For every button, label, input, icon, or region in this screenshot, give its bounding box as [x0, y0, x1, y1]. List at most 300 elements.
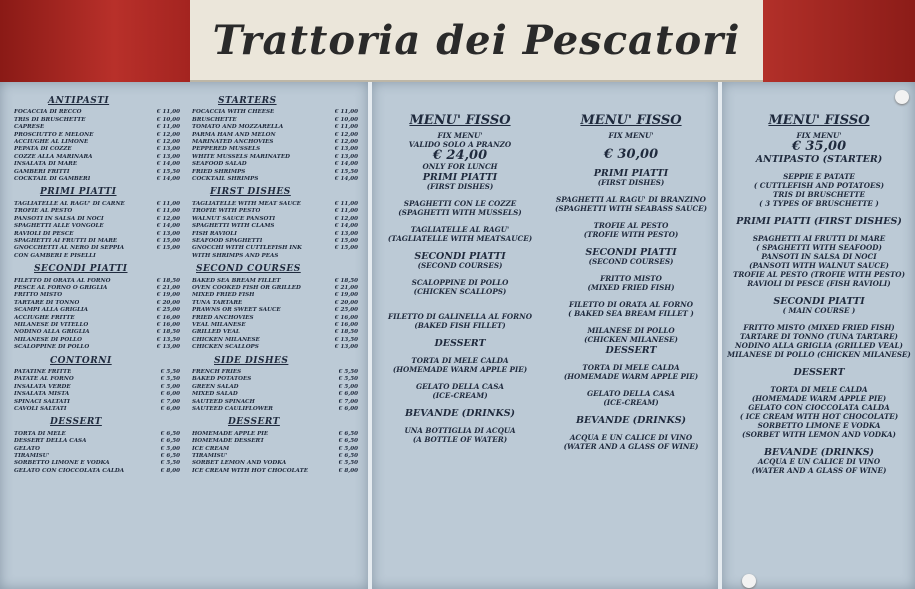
menu-item	[186, 109, 364, 116]
course-subheading: (SECOND COURSES)	[417, 261, 503, 270]
menu-item-price: € 13,00	[156, 146, 180, 153]
menu-item-price: € 6,50	[160, 438, 180, 445]
menu-item	[8, 376, 186, 383]
menu-item-name: TAGLIATELLE AL RAGU' DI CARNE	[14, 200, 125, 207]
menu-item-name: BAKED POTATOES	[192, 376, 252, 383]
menu-item-price: € 13,50	[334, 336, 358, 343]
dish-translation: (SPAGHETTI WITH MUSSELS)	[398, 208, 522, 217]
section-title: STARTERS	[218, 96, 277, 106]
menu-item-price: € 5,00	[160, 383, 180, 390]
dish: TROFIE AL PESTO (TROFIE WITH PESTO)	[733, 270, 905, 279]
menu-item-price: € 16,00	[156, 321, 180, 328]
menu-item-price: € 11,00	[156, 208, 180, 215]
menu-item-name: TROFIE WITH PESTO	[192, 208, 261, 215]
menu-item-name: FILETTO DI ORATA AL FORNO	[14, 277, 111, 284]
menu-item-name: ACCIUGHE FRITTE	[14, 314, 75, 321]
menu-item	[8, 292, 186, 299]
menu-item	[8, 208, 186, 215]
menu-title: MENU' FISSO	[768, 113, 870, 128]
menu-item-price: € 13,00	[156, 344, 180, 351]
dish-translation: (WATER AND A GLASS OF WINE)	[751, 466, 887, 475]
menu-item-price: € 11,00	[334, 109, 358, 116]
menu-item-list	[186, 109, 364, 183]
section-title: CONTORNI	[50, 355, 112, 366]
menu-item-name: MARINATED ANCHOVIES	[192, 139, 274, 146]
menu-item-name: SAUTEED CAULIFLOWER	[192, 406, 273, 413]
menu-item	[186, 307, 364, 314]
menu-item	[8, 468, 186, 475]
menu-item-price: € 14,00	[334, 176, 358, 183]
menu-item-name: PATATE AL FORNO	[14, 376, 74, 383]
dish-translation: (TROFIE WITH PESTO)	[583, 230, 679, 239]
menu-item	[8, 344, 186, 351]
menu-item-price: € 11,00	[334, 208, 358, 215]
menu-item	[186, 231, 364, 238]
menu-item-name: WALNUT SAUCE PANSOTI	[192, 215, 276, 222]
menu-item	[186, 399, 364, 406]
menu-item-price: € 18,50	[334, 277, 358, 284]
menu-item-name: CHICKEN SCALLOPS	[192, 344, 259, 351]
menu-item-price: € 13,00	[156, 153, 180, 160]
dish: RAVIOLI DI PESCE (FISH RAVIOLI)	[747, 279, 891, 288]
menu-item	[8, 278, 186, 285]
dish-translation: (CHICKEN SCALLOPS)	[413, 287, 507, 296]
menu-item	[186, 278, 364, 285]
menu-item	[8, 406, 186, 413]
dish: GELATO DELLA CASA	[587, 389, 675, 398]
menu-item-price: € 5,50	[160, 369, 180, 375]
menu-item-price: € 5,50	[338, 369, 358, 375]
course-heading: ANTIPASTO (STARTER)	[755, 154, 883, 165]
menu-item-price: € 12,00	[334, 131, 358, 138]
menu-item	[186, 216, 364, 223]
menu-item-price: € 7,00	[160, 398, 180, 405]
dish: MILANESE DI POLLO (CHICKEN MILANESE)	[727, 350, 911, 359]
menu-item-list	[186, 369, 364, 413]
menu-item-name: SORBETTO LIMONE E VODKA	[14, 460, 110, 467]
menu-item	[8, 161, 186, 168]
menu-item-name: GELATO	[14, 445, 41, 452]
dish: TORTA DI MELE CALDA	[770, 385, 868, 394]
menu-item-name: TUNA TARTARE	[192, 299, 243, 306]
menu-item	[186, 384, 364, 391]
menu-item-price: € 6,00	[338, 391, 358, 398]
menu-item	[186, 161, 364, 168]
menu-item-price: € 14,00	[156, 161, 180, 168]
menu-item-name: FISH RAVIOLI	[192, 230, 237, 237]
menu-item	[8, 169, 186, 176]
menu-item-name: SEAFOOD SPAGHETTI	[192, 237, 263, 244]
dish-translation: (TAGLIATELLE WITH MEATSAUCE)	[387, 234, 533, 243]
course-heading: SECONDI PIATTI	[414, 251, 506, 262]
dish-translation: (WATER AND A GLASS OF WINE)	[563, 442, 699, 451]
menu-item-name: PROSCIUTTO E MELONE	[14, 131, 94, 138]
menu-item	[186, 292, 364, 299]
menu-item-price: € 25,00	[334, 307, 358, 314]
dish: SORBETTO LIMONE E VODKA	[757, 421, 881, 430]
menu-item-name: WITH SHRIMPS AND PEAS	[192, 252, 279, 259]
menu-item-name: GAMBERI FRITTI	[14, 168, 70, 175]
menu-item	[8, 146, 186, 153]
menu-item	[186, 431, 364, 438]
menu-subtitle: FIX MENU'	[796, 131, 842, 140]
section-title: SIDE DISHES	[214, 355, 289, 366]
dish-translation: (BAKED FISH FILLET)	[414, 321, 506, 330]
dish: FILETTO DI ORATA AL FORNO	[568, 300, 694, 309]
red-wall-left	[0, 0, 190, 82]
menu-item	[186, 315, 364, 322]
restaurant-name: Trattoria dei Pescatori	[212, 16, 741, 64]
dish-translation: (CHICKEN MILANESE)	[584, 335, 678, 344]
dish-translation: (SORBET WITH LEMON AND VODKA)	[742, 430, 896, 439]
dish: TARTARE DI TONNO (TUNA TARTARE)	[740, 332, 898, 341]
menu-item	[186, 176, 364, 183]
menu-item	[8, 329, 186, 336]
menu-item	[186, 468, 364, 475]
menu-item-price: € 10,00	[156, 116, 180, 123]
menu-item-price: € 11,00	[334, 124, 358, 131]
menu-item-price: € 13,50	[156, 336, 180, 343]
board-divider	[368, 82, 372, 589]
menu-item-name: PARMA HAM AND MELON	[192, 131, 276, 138]
menu-item-name: PESCE AL FORNO O GRIGLIA	[14, 284, 108, 291]
menu-item	[8, 453, 186, 460]
course-heading: BEVANDE (DRINKS)	[404, 408, 516, 419]
menu-item-price: € 16,00	[334, 321, 358, 328]
menu-item	[8, 245, 186, 252]
menu-item-price: € 5,50	[338, 460, 358, 467]
menu-item-price: € 13,00	[334, 146, 358, 153]
menu-item-price: € 15,50	[334, 168, 358, 175]
menu-item-price: € 12,00	[156, 215, 180, 222]
menu-item	[186, 169, 364, 176]
menu-item-price: € 18,50	[156, 277, 180, 284]
menu-item-name: BRUSCHETTE	[192, 116, 237, 123]
course-heading: DESSERT	[434, 338, 486, 349]
section-title: DESSERT	[228, 417, 280, 428]
menu-item-name: FRENCH FRIES	[192, 369, 242, 375]
menu-note: ONLY FOR LUNCH	[422, 162, 498, 171]
fixed-menu-35	[726, 113, 912, 475]
menu-subtitle: FIX MENU'	[608, 131, 654, 140]
english-column	[186, 92, 364, 475]
menu-item-name: NODINO ALLA GRIGLIA	[14, 329, 90, 336]
section-title: SECOND COURSES	[196, 264, 301, 275]
course-heading: BEVANDE (DRINKS)	[575, 415, 687, 426]
menu-item-name: FOCACCIA WITH CHEESE	[192, 109, 275, 116]
menu-item-price: € 6,00	[338, 406, 358, 413]
menu-item-price: € 12,00	[334, 215, 358, 222]
course-heading: DESSERT	[605, 345, 657, 356]
dish-translation: (HOMEMADE WARM APPLE PIE)	[392, 365, 528, 374]
menu-item-price: € 5,50	[338, 376, 358, 383]
menu-item	[186, 245, 364, 252]
menu-item	[186, 460, 364, 467]
menu-item-price: € 19,00	[334, 292, 358, 299]
dish: FRITTO MISTO	[600, 274, 662, 283]
dish-translation: ( CUTTLEFISH AND POTATOES)	[753, 181, 885, 190]
menu-item-price: € 15,50	[156, 168, 180, 175]
menu-item-name: GNOCCHI WITH CUTTLEFISH INK	[192, 245, 302, 252]
menu-item-price: € 6,50	[338, 453, 358, 460]
course-subheading: (FIRST DISHES)	[597, 178, 665, 187]
menu-item-list	[8, 201, 186, 260]
red-wall-right	[763, 0, 915, 82]
menu-item	[8, 446, 186, 453]
push-pin-icon	[742, 574, 756, 588]
menu-item-price: € 5,00	[160, 445, 180, 452]
menu-item	[8, 223, 186, 230]
menu-item	[8, 132, 186, 139]
menu-item-price: € 8,00	[338, 467, 358, 474]
menu-item-name: PATATINE FRITTE	[14, 369, 72, 375]
dish: GELATO DELLA CASA	[416, 382, 504, 391]
menu-item-price: € 14,00	[334, 161, 358, 168]
menu-item-price: € 21,00	[156, 284, 180, 291]
dish: MILANESE DI POLLO	[587, 326, 675, 335]
menu-item	[186, 344, 364, 351]
menu-item-name: SCAMPI ALLA GRIGLIA	[14, 307, 88, 314]
menu-item	[186, 369, 364, 376]
menu-item-name: FOCACCIA DI RECCO	[14, 109, 82, 116]
menu-item	[186, 391, 364, 398]
menu-item-price: € 14,00	[334, 223, 358, 230]
menu-item	[8, 176, 186, 183]
menu-item-price: € 10,00	[334, 116, 358, 123]
fixed-menu-24	[378, 113, 542, 444]
menu-item-price: € 12,00	[334, 139, 358, 146]
menu-item-name: WHITE MUSSELS MARINATED	[192, 153, 290, 160]
menu-item	[8, 154, 186, 161]
menu-item-name: INSALATA DI MARE	[14, 161, 78, 168]
course-heading: BEVANDE (DRINKS)	[763, 447, 875, 458]
menu-item-price: € 12,00	[156, 139, 180, 146]
menu-item	[8, 337, 186, 344]
menu-item-price: € 15,00	[156, 245, 180, 252]
menu-item-price: € 6,00	[160, 391, 180, 398]
menu-item	[186, 223, 364, 230]
menu-validity: VALIDO SOLO A PRANZO	[408, 140, 512, 149]
menu-item	[8, 124, 186, 131]
menu-item	[186, 446, 364, 453]
menu-item-name: CHICKEN MILANESE	[192, 336, 260, 343]
menu-item-price: € 19,00	[156, 292, 180, 299]
menu-item-price: € 13,00	[156, 230, 180, 237]
menu-item-name: TRIS DI BRUSCHETTE	[14, 116, 86, 123]
menu-item	[8, 431, 186, 438]
menu-item-name: SPAGHETTI WITH CLAMS	[192, 223, 275, 230]
menu-item-name: OVEN COOKED FISH OR GRILLED	[192, 284, 301, 291]
menu-item	[186, 208, 364, 215]
menu-item-price: € 15,00	[334, 245, 358, 252]
menu-item-price: € 13,00	[334, 344, 358, 351]
menu-item-price: € 13,00	[334, 153, 358, 160]
menu-item-name: HOMEMADE DESSERT	[192, 438, 265, 445]
menu-item-price: € 16,00	[334, 314, 358, 321]
menu-item-name: TOMATO AND MOZZARELLA	[192, 124, 284, 131]
section-title: ANTIPASTI	[48, 96, 110, 106]
course-heading: PRIMI PIATTI	[593, 168, 669, 179]
menu-item-price: € 13,00	[334, 230, 358, 237]
course-subheading: (SECOND COURSES)	[588, 257, 674, 266]
menu-item-name: TORTA DI MELE	[14, 430, 66, 437]
menu-item-price: € 11,00	[156, 200, 180, 207]
dish-translation: (A BOTTLE OF WATER)	[412, 435, 508, 444]
menu-item-price: € 14,00	[156, 176, 180, 183]
menu-item	[186, 337, 364, 344]
menu-item-name: SAUTEED SPINACH	[192, 398, 255, 405]
menu-item	[8, 399, 186, 406]
menu-title: MENU' FISSO	[409, 113, 511, 128]
menu-item-price: € 21,00	[334, 284, 358, 291]
menu-item-name: PRAWNS OR SWEET SAUCE	[192, 307, 281, 314]
menu-item	[186, 376, 364, 383]
menu-item	[8, 285, 186, 292]
fixed-menu-30	[548, 113, 714, 451]
menu-price: € 35,00	[791, 139, 847, 154]
menu-item-price: € 20,00	[156, 299, 180, 306]
menu-price: € 24,00	[432, 148, 488, 163]
menu-item-name: PEPATA DI COZZE	[14, 146, 72, 153]
dish: ACQUA E UN CALICE DI VINO	[757, 457, 881, 466]
menu-item-price: € 6,50	[160, 453, 180, 460]
menu-item-name: ICE CREAM WITH HOT CHOCOLATE	[192, 467, 309, 474]
menu-item-price: € 11,00	[156, 124, 180, 131]
menu-item-price: € 20,00	[334, 299, 358, 306]
restaurant-sign	[190, 0, 763, 83]
menu-item	[186, 322, 364, 329]
menu-price: € 30,00	[603, 147, 659, 162]
menu-item	[186, 300, 364, 307]
dish-translation: (SPAGHETTI WITH SEABASS SAUCE)	[554, 204, 708, 213]
section-title: SECONDI PIATTI	[34, 264, 128, 275]
dish-translation: (HOMEMADE WARM APPLE PIE)	[563, 372, 699, 381]
menu-item-name: MIXED FRIED FISH	[192, 292, 255, 299]
menu-item-name: TIRAMISU'	[14, 453, 50, 460]
dish-translation: (PANSOTI WITH WALNUT SAUCE)	[749, 261, 889, 270]
menu-item-list	[186, 278, 364, 352]
menu-item-name: ACCIUGHE AL LIMONE	[14, 139, 89, 146]
menu-item	[186, 329, 364, 336]
menu-item-name: PANSOTI IN SALSA DI NOCI	[14, 215, 104, 222]
dish: SPAGHETTI AL RAGU' DI BRANZINO	[556, 195, 706, 204]
menu-item	[186, 253, 364, 260]
menu-item	[8, 438, 186, 445]
menu-item	[186, 201, 364, 208]
course-heading: PRIMI PIATTI (FIRST DISHES)	[736, 216, 902, 227]
course-heading: DESSERT	[793, 367, 845, 378]
menu-item-name: HOMEMADE APPLE PIE	[192, 430, 269, 437]
section-title: FIRST DISHES	[210, 187, 291, 198]
menu-item	[8, 201, 186, 208]
menu-item-list	[8, 109, 186, 183]
menu-item-price: € 6,50	[160, 430, 180, 437]
dish-translation: ( 3 TYPES OF BRUSCHETTE )	[759, 199, 879, 208]
menu-item	[8, 238, 186, 245]
menu-item-price: € 12,00	[156, 131, 180, 138]
menu-item-list	[8, 278, 186, 352]
menu-item-name: TIRAMISU'	[192, 453, 228, 460]
dish: SEPPIE E PATATE	[783, 172, 855, 181]
menu-item-name: GRILLED VEAL	[192, 329, 240, 336]
menu-item	[186, 139, 364, 146]
menu-item	[8, 139, 186, 146]
menu-item-price: € 14,00	[156, 223, 180, 230]
dish: TORTA DI MELE CALDA	[411, 356, 509, 365]
menu-item-name: MILANESE DI VITELLO	[14, 321, 89, 328]
menu-item-price: € 16,00	[156, 314, 180, 321]
menu-item	[8, 117, 186, 124]
menu-item-name: FRIED ANCHOVIES	[192, 314, 254, 321]
menu-item-name: ICE CREAM	[192, 445, 230, 452]
menu-item-name: COZZE ALLA MARINARA	[14, 153, 93, 160]
menu-item-price: € 11,00	[156, 109, 180, 116]
dish-translation: (HOMEMADE WARM APPLE PIE)	[751, 394, 887, 403]
dish: UNA BOTTIGLIA DI ACQUA	[404, 426, 516, 435]
menu-item	[186, 132, 364, 139]
dish: SPAGHETTI CON LE COZZE	[403, 199, 517, 208]
menu-item-name: INSALATA MISTA	[14, 391, 70, 398]
menu-item-name: PEPPERED MUSSELS	[192, 146, 261, 153]
menu-item-name: SORBET LEMON AND VODKA	[192, 460, 287, 467]
menu-item-price: € 8,00	[160, 467, 180, 474]
menu-item-price: € 5,50	[160, 376, 180, 383]
menu-item	[186, 238, 364, 245]
dish-translation: (ICE-CREAM)	[603, 398, 659, 407]
menu-item-price: € 5,00	[338, 383, 358, 390]
menu-item-list	[186, 431, 364, 475]
menu-item	[8, 384, 186, 391]
menu-item-name: CON GAMBERI E PISELLI	[14, 252, 96, 259]
dish: FRITTO MISTO (MIXED FRIED FISH)	[743, 323, 895, 332]
menu-item-name: SPAGHETTI AI FRUTTI DI MARE	[14, 237, 118, 244]
dish-translation: ( SPAGHETTI WITH SEAFOOD)	[756, 243, 882, 252]
menu-subtitle: FIX MENU'	[437, 131, 483, 140]
menu-item-price: € 18,50	[156, 329, 180, 336]
menu-item	[186, 453, 364, 460]
menu-item-price: € 6,50	[338, 438, 358, 445]
dish: SCALOPPINE DI POLLO	[411, 278, 509, 287]
menu-item-list	[8, 369, 186, 413]
menu-item-name: TAGLIATELLE WITH MEAT SAUCE	[192, 200, 301, 207]
menu-item	[186, 154, 364, 161]
menu-item	[8, 460, 186, 467]
menu-item-name: SPINACI SALTATI	[14, 398, 70, 405]
dish-translation: (MIXED FRIED FISH)	[587, 283, 675, 292]
menu-item	[186, 124, 364, 131]
menu-item	[8, 231, 186, 238]
course-heading: SECONDI PIATTI	[585, 247, 677, 258]
menu-item-name: SEAFOOD SALAD	[192, 161, 247, 168]
menu-item-price: € 5,00	[338, 445, 358, 452]
menu-item-price: € 11,00	[334, 200, 358, 207]
dish: ACQUA E UN CALICE DI VINO	[569, 433, 693, 442]
menu-item-name: TROFIE AL PESTO	[14, 208, 73, 215]
menu-item	[186, 285, 364, 292]
course-subheading: ( MAIN COURSE )	[782, 306, 856, 315]
menu-item	[8, 307, 186, 314]
menu-item-name: VEAL MILANESE	[192, 321, 246, 328]
dish-translation: ( ICE CREAM WITH HOT CHOCOLATE)	[739, 412, 899, 421]
menu-item-price: € 7,00	[338, 398, 358, 405]
menu-item	[186, 406, 364, 413]
menu-item-name: MIXED SALAD	[192, 391, 238, 398]
course-heading: SECONDI PIATTI	[773, 296, 865, 307]
dish-translation: ( BAKED SEA BREAM FILLET )	[568, 309, 694, 318]
course-subheading: (FIRST DISHES)	[426, 182, 494, 191]
menu-item-name: GELATO CON CIOCCOLATA CALDA	[14, 467, 125, 474]
menu-item-list	[186, 201, 364, 260]
